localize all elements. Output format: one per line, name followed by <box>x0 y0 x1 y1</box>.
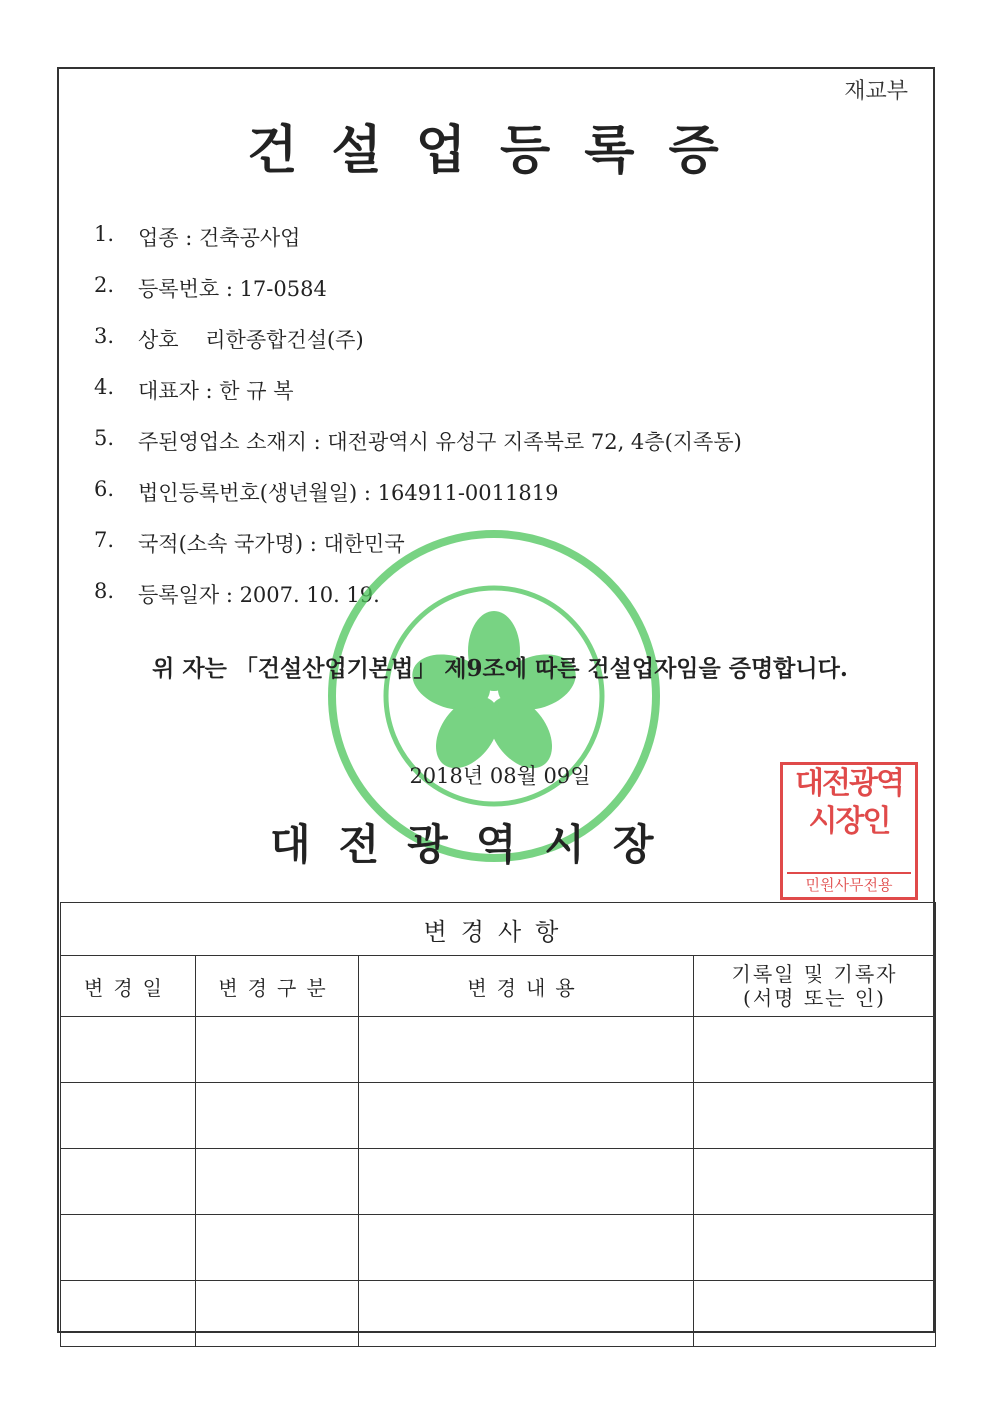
table-cell <box>196 1017 359 1083</box>
table-cell <box>196 1083 359 1149</box>
item-text: 업종 : 건축공사업 <box>138 226 301 250</box>
table-row <box>61 1017 936 1083</box>
list-item <box>94 324 742 375</box>
table-cell <box>694 1149 936 1215</box>
list-item <box>94 222 742 273</box>
table-cell <box>61 1017 196 1083</box>
item-number: 8. <box>94 579 115 603</box>
item-number: 6. <box>94 477 115 501</box>
item-text: 법인등록번호(생년월일) : 164911-0011819 <box>138 481 559 505</box>
issue-date: 2018년 08월 09일 <box>409 764 591 788</box>
document-title: 건설업등록증 <box>247 121 753 181</box>
item-text: 주된영업소 소재지 : 대전광역시 유성구 지족북로 72, 4층(지족동) <box>138 430 742 454</box>
column-header <box>694 956 936 1017</box>
item-text: 상호 리한종합건설(주) <box>138 328 364 352</box>
table-row <box>61 1215 936 1281</box>
certification-statement: 위 자는 「건설산업기본법」 제9조에 따른 건설업자임을 증명합니다. <box>152 655 848 682</box>
table-cell <box>359 1149 694 1215</box>
item-number: 5. <box>94 426 115 450</box>
header-line: (서명 또는 인) <box>743 986 886 1010</box>
table-row <box>61 1083 936 1149</box>
seal-line: 시장인 <box>808 804 890 839</box>
seal-line: 민원사무전용 <box>787 872 911 895</box>
table-cell <box>61 1215 196 1281</box>
table-row <box>61 1149 936 1215</box>
reissue-label: 재교부 <box>844 79 908 104</box>
column-header: 변경구분 <box>196 956 359 1017</box>
table-cell <box>359 1281 694 1347</box>
table-caption: 변경사항 <box>61 903 936 956</box>
item-text: 대표자 : 한 규 복 <box>138 379 294 403</box>
item-text: 국적(소속 국가명) : 대한민국 <box>138 532 405 556</box>
item-number: 3. <box>94 324 115 348</box>
table-cell <box>196 1215 359 1281</box>
table-cell <box>196 1281 359 1347</box>
table-cell <box>359 1083 694 1149</box>
seal-line: 대전광역 <box>795 766 903 801</box>
table-cell <box>694 1215 936 1281</box>
column-header: 변경일 <box>61 956 196 1017</box>
item-number: 7. <box>94 528 115 552</box>
table-cell <box>694 1083 936 1149</box>
item-number: 4. <box>94 375 115 399</box>
list-item <box>94 426 742 477</box>
table-cell <box>196 1149 359 1215</box>
table-cell <box>61 1281 196 1347</box>
table-cell <box>61 1149 196 1215</box>
list-item <box>94 375 742 426</box>
list-item <box>94 273 742 324</box>
item-text: 등록일자 : 2007. 10. 19. <box>138 583 380 607</box>
table-cell <box>359 1017 694 1083</box>
issuer-name: 대전광역시장 <box>270 820 682 869</box>
item-number: 2. <box>94 273 115 297</box>
item-text: 등록번호 : 17-0584 <box>138 277 327 301</box>
table-cell <box>694 1281 936 1347</box>
header-line: 기록일 및 기록자 <box>731 962 898 986</box>
table-cell <box>61 1083 196 1149</box>
item-number: 1. <box>94 222 115 246</box>
list-item <box>94 477 742 528</box>
table-cell <box>359 1215 694 1281</box>
table-row <box>61 1281 936 1347</box>
table-cell <box>694 1017 936 1083</box>
changes-table <box>60 902 936 1347</box>
column-header: 변경내용 <box>359 956 694 1017</box>
